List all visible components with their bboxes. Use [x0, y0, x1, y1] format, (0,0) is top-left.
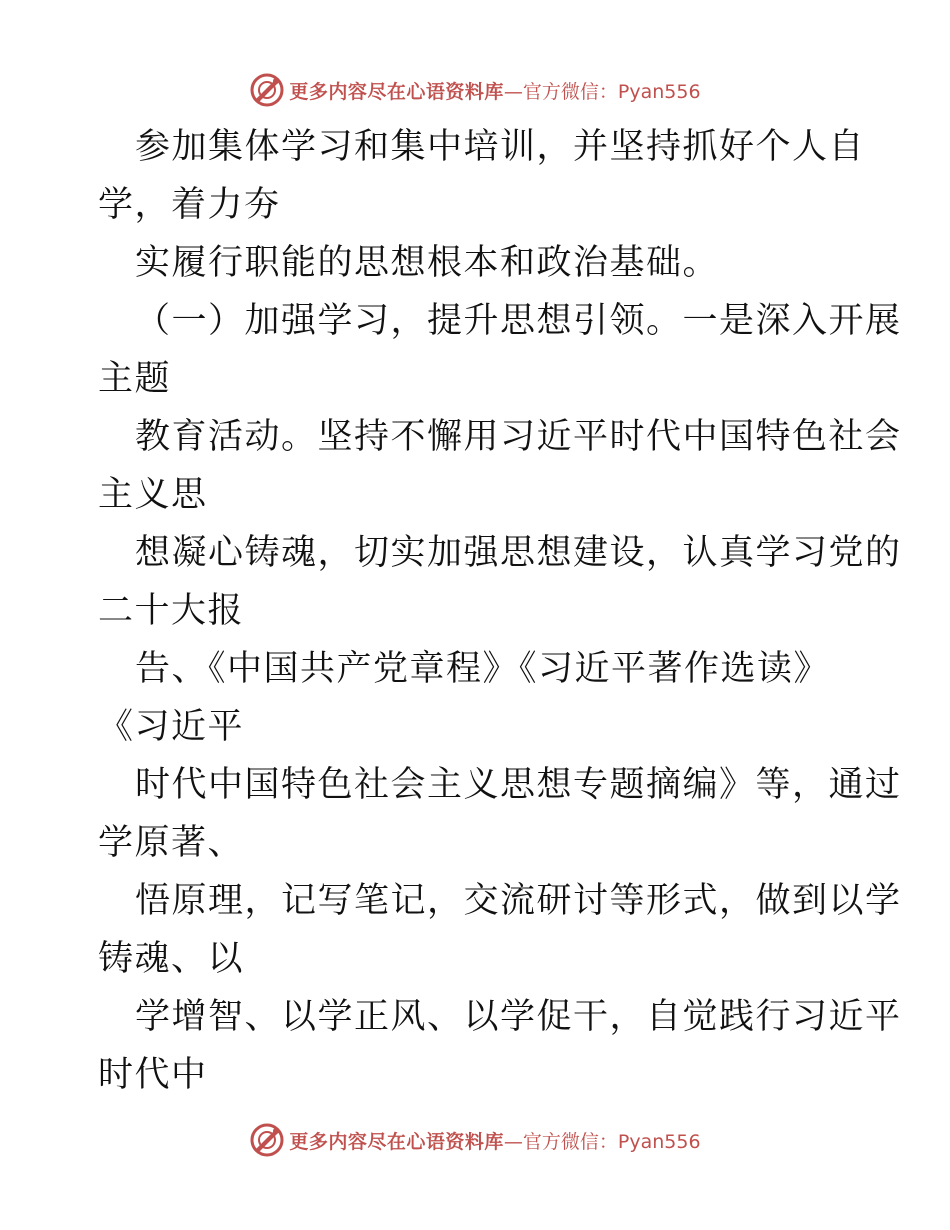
footer-banner	[0, 1120, 950, 1160]
text-line: 时代中国特色社会主义思想专题摘编》等，通过	[135, 765, 902, 805]
text-line: （一）加强学习，提升思想引领。一是深入开展	[135, 301, 902, 341]
header-banner-title: 更多内容尽在心语资料库	[289, 80, 504, 103]
text-line: 铸魂、以	[98, 939, 245, 979]
text-line: 想凝心铸魂，切实加强思想建设，认真学习党的	[135, 533, 902, 573]
text-line: 学，着力夯	[98, 185, 281, 225]
text-line: 学增智、以学正风、以学促干，自觉践行习近平	[135, 997, 902, 1037]
brand-logo-icon	[249, 72, 285, 108]
text-line: 时代中	[98, 1055, 208, 1095]
header-banner-wechat: —官方微信：Pyan556	[503, 80, 701, 103]
footer-banner-wechat: —官方微信：Pyan556	[503, 1130, 701, 1153]
text-line: 学原著、	[98, 823, 245, 863]
text-line: 主义思	[98, 475, 208, 515]
text-line: 悟原理，记写笔记，交流研讨等形式，做到以学	[135, 881, 902, 921]
document-body	[98, 118, 902, 1104]
text-line: 二十大报	[98, 591, 245, 631]
footer-banner-title: 更多内容尽在心语资料库	[289, 1130, 504, 1153]
text-line: 主题	[98, 359, 172, 399]
brand-logo-icon	[249, 1122, 285, 1158]
header-banner	[0, 70, 950, 110]
text-line: 参加集体学习和集中培训，并坚持抓好个人自	[135, 127, 866, 167]
text-line: 《习近平	[98, 707, 245, 747]
text-line: 告、《中国共产党章程》《习近平著作选读》	[135, 649, 831, 689]
text-line: 实履行职能的思想根本和政治基础。	[135, 243, 720, 283]
text-line: 教育活动。坚持不懈用习近平时代中国特色社会	[135, 417, 902, 457]
